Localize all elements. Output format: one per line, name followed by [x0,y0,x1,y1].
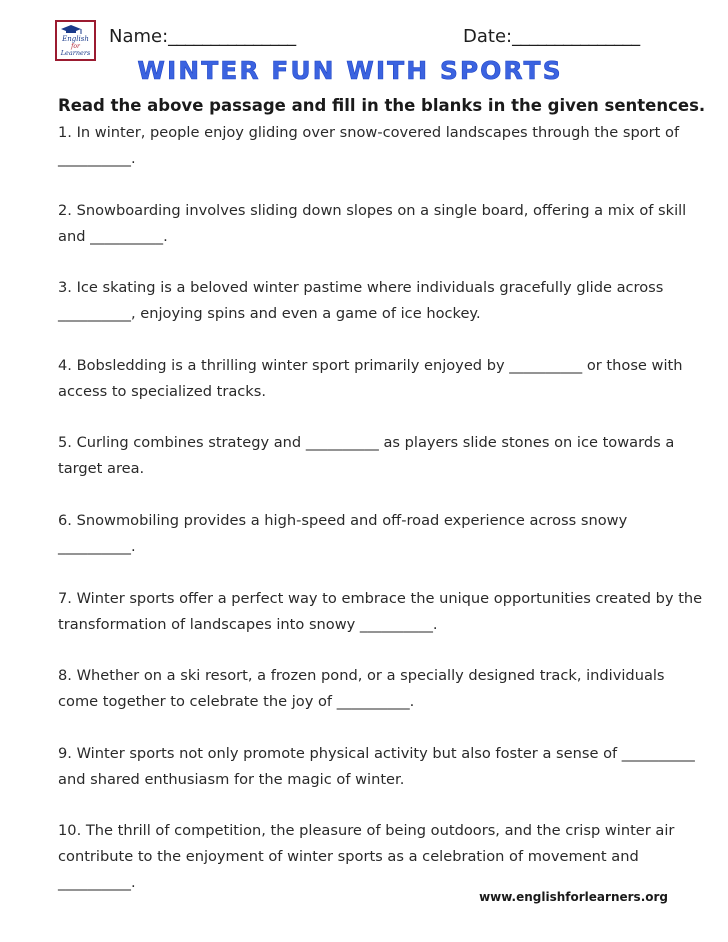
question-number: 8. [58,667,72,684]
date-field[interactable] [463,26,640,47]
website-footer: www.englishforlearners.org [479,890,668,904]
question-number: 5. [58,434,72,451]
question-text: The thrill of competition, the pleasure of being outdoors, and the crisp winter air contribute to the enjoyment of winter sports as a celebration of movement and __________. [58,822,675,891]
question-number: 2. [58,202,72,219]
question-text: Snowmobiling provides a high-speed and off-road experience across snowy __________. [58,512,628,555]
question-5 [58,430,706,482]
graduation-cap-icon [57,22,94,59]
question-text: Whether on a ski resort, a frozen pond, or a specially designed track, individuals come together to celebrate the joy of __________. [58,667,665,710]
question-text: In winter, people enjoy gliding over snow-covered landscapes through the sport of __________. [58,124,680,167]
question-number: 3. [58,279,72,296]
instruction: Read the above passage and fill in the blanks in the given sentences. [58,96,706,115]
name-label: Name: [109,26,169,47]
question-3 [58,275,706,327]
worksheet-title: WINTER FUN WITH SPORTS [137,56,563,85]
name-line: _______________ [168,26,296,47]
question-7 [58,586,706,638]
question-9 [58,741,706,793]
question-6 [58,508,706,560]
question-number: 9. [58,745,72,762]
question-text: Winter sports not only promote physical activity but also foster a sense of __________ and shared enthusiasm for the magic of winter. [58,745,695,788]
date-line: _______________ [512,26,640,47]
question-10 [58,818,706,896]
question-text: Curling combines strategy and __________ as players slide stones on ice towards a target area. [58,434,675,477]
question-text: Winter sports offer a perfect way to embrace the unique opportunities created by the transformation of landscapes into snowy __________. [58,590,703,633]
question-2 [58,198,706,250]
question-text: Snowboarding involves sliding down slopes on a single board, offering a mix of skill and __________. [58,202,687,245]
name-field[interactable] [109,26,296,47]
question-text: Ice skating is a beloved winter pastime where individuals gracefully glide across __________, enjoying spins and even a game of ice hockey. [58,279,664,322]
question-4 [58,353,706,405]
question-number: 4. [58,357,72,374]
logo-text-line2: for [71,43,80,50]
question-number: 7. [58,590,72,607]
logo-text-line1: English [62,35,89,43]
question-8 [58,663,706,715]
question-number: 1. [58,124,72,141]
question-text: Bobsledding is a thrilling winter sport primarily enjoyed by __________ or those with access to specialized tracks. [58,357,683,400]
date-label: Date: [463,26,513,47]
logo [55,20,96,61]
question-number: 6. [58,512,72,529]
question-number: 10. [58,822,82,839]
question-1 [58,120,706,172]
logo-text-line3: Learners [60,49,91,57]
